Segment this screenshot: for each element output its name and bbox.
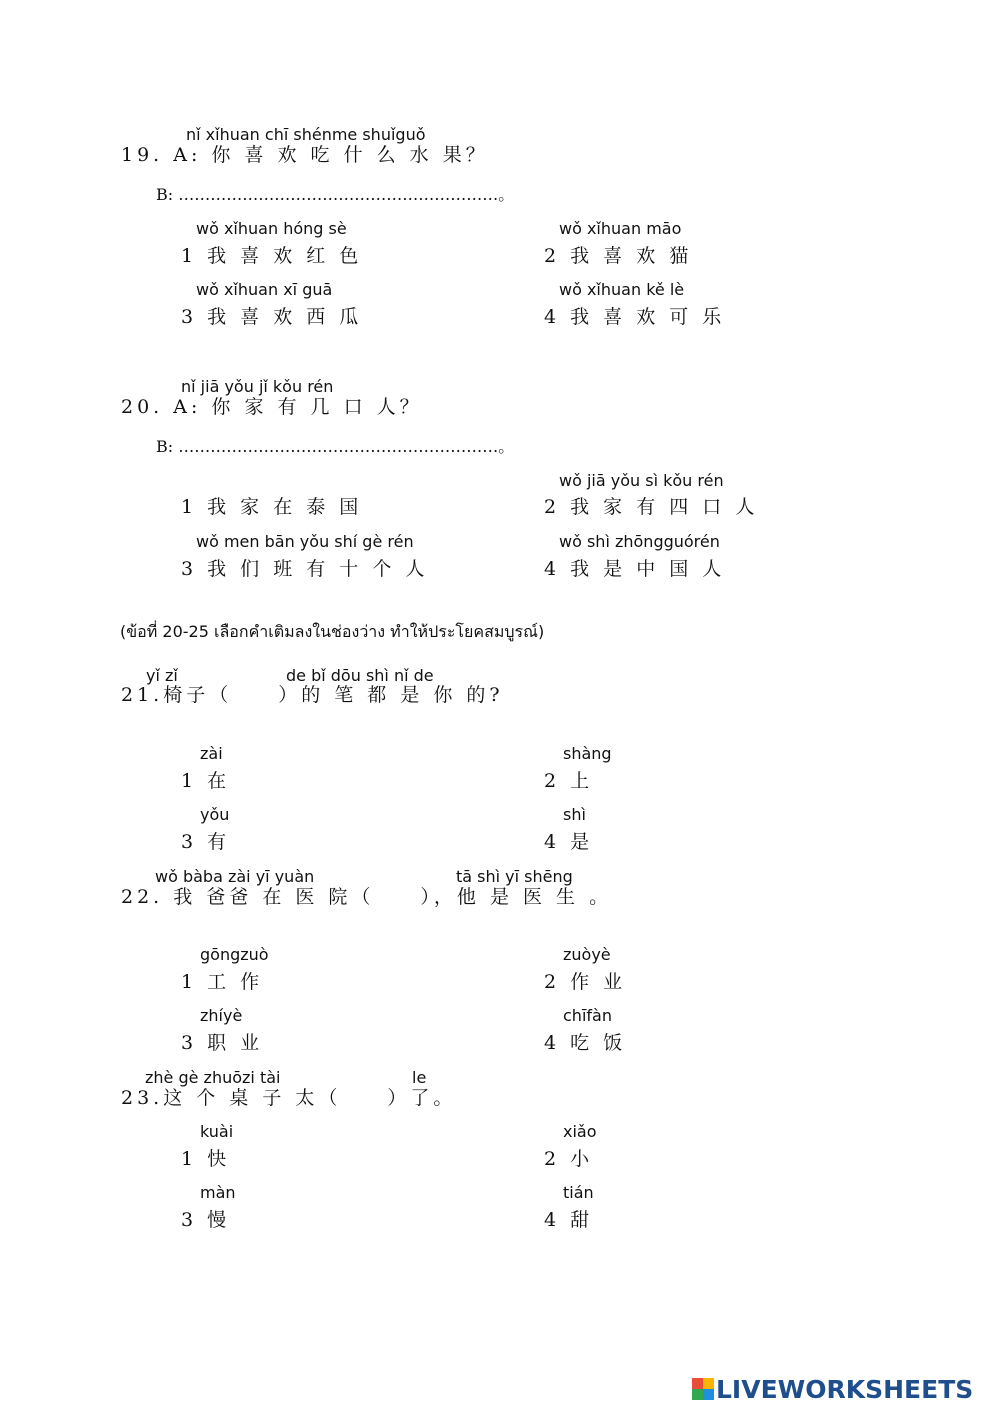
q19-option-2[interactable]: 2 我 喜 欢 猫: [544, 245, 693, 267]
q21-option-1-pinyin: zài: [200, 744, 223, 763]
q21-option-3[interactable]: 3 有: [181, 831, 231, 853]
q23-option-3[interactable]: 3 慢: [181, 1209, 231, 1231]
q23-pinyin-a: zhè gè zhuōzi tài: [145, 1068, 281, 1087]
q22-option-1-pinyin: gōngzuò: [200, 945, 269, 964]
q21-option-2-pinyin: shàng: [563, 744, 612, 763]
q22-pinyin-a: wǒ bàba zài yī yuàn: [155, 867, 315, 886]
q23-option-1[interactable]: 1 快: [181, 1148, 231, 1170]
q23-sentence: 23.这 个 桌 子 太（ ）了。: [121, 1087, 457, 1109]
q23-pinyin-b: le: [412, 1068, 427, 1087]
q22-option-1[interactable]: 1 工 作: [181, 971, 264, 993]
q22-sentence: 22. 我 爸爸 在 医 院（ ），他 是 医 生 。: [121, 886, 613, 908]
q23-option-1-pinyin: kuài: [200, 1122, 234, 1141]
q19-option-4[interactable]: 4 我 喜 欢 可 乐: [544, 306, 726, 328]
q20-answer-line[interactable]: B: ……………………………………………………。: [156, 437, 515, 456]
q22-option-4[interactable]: 4 吃 饭: [544, 1032, 627, 1054]
q21-option-4-pinyin: shì: [563, 805, 586, 824]
q20-pinyin: nǐ jiā yǒu jǐ kǒu rén: [181, 377, 334, 396]
q19-pinyin: nǐ xǐhuan chī shénme shuǐguǒ: [186, 125, 426, 144]
q19-question: 19. A: 你 喜 欢 吃 什 么 水 果？: [121, 144, 489, 166]
q20-option-1[interactable]: 1 我 家 在 泰 国: [181, 496, 363, 518]
q19-option-2-pinyin: wǒ xǐhuan māo: [559, 219, 682, 238]
q20-question: 20. A: 你 家 有 几 口 人？: [121, 396, 423, 418]
q19-option-3[interactable]: 3 我 喜 欢 西 瓜: [181, 306, 363, 328]
liveworksheets-logo-text: LIVEWORKSHEETS: [716, 1374, 974, 1404]
q22-pinyin-b: tā shì yī shēng: [456, 867, 573, 886]
q20-option-2-pinyin: wǒ jiā yǒu sì kǒu rén: [559, 471, 724, 490]
q20-option-3[interactable]: 3 我 们 班 有 十 个 人: [181, 558, 429, 580]
liveworksheets-logo: [692, 1374, 973, 1404]
q23-option-2[interactable]: 2 小: [544, 1148, 594, 1170]
q21-option-4[interactable]: 4 是: [544, 831, 594, 853]
q21-sentence: 21.椅子（ ）的 笔 都 是 你 的?: [121, 684, 504, 706]
q21-option-2[interactable]: 2 上: [544, 770, 594, 792]
q22-option-3-pinyin: zhíyè: [200, 1006, 243, 1025]
q20-option-4-pinyin: wǒ shì zhōngguórén: [559, 532, 720, 551]
q23-option-3-pinyin: màn: [200, 1183, 236, 1202]
instruction-text: (ข้อที่ 20-25 เลือกคำเติมลงในช่องว่าง ทำให้ประโยคสมบูรณ์): [120, 622, 545, 641]
q19-option-4-pinyin: wǒ xǐhuan kě lè: [559, 280, 685, 299]
q21-pinyin-b: de bǐ dōu shì nǐ de: [286, 666, 434, 685]
q23-option-2-pinyin: xiǎo: [563, 1122, 597, 1141]
q23-option-4-pinyin: tián: [563, 1183, 594, 1202]
q20-option-4[interactable]: 4 我 是 中 国 人: [544, 558, 726, 580]
q19-answer-line[interactable]: B: ……………………………………………………。: [156, 185, 515, 204]
q21-option-3-pinyin: yǒu: [200, 805, 230, 824]
q22-option-2-pinyin: zuòyè: [563, 945, 611, 964]
q23-option-4[interactable]: 4 甜: [544, 1209, 594, 1231]
q22-option-2[interactable]: 2 作 业: [544, 971, 627, 993]
q21-option-1[interactable]: 1 在: [181, 770, 231, 792]
q20-option-3-pinyin: wǒ men bān yǒu shí gè rén: [196, 532, 414, 551]
q21-pinyin-a: yǐ zǐ: [146, 666, 178, 685]
q19-option-1[interactable]: 1 我 喜 欢 红 色: [181, 245, 363, 267]
q19-option-3-pinyin: wǒ xǐhuan xī guā: [196, 280, 333, 299]
q19-option-1-pinyin: wǒ xǐhuan hóng sè: [196, 219, 347, 238]
q20-option-2[interactable]: 2 我 家 有 四 口 人: [544, 496, 759, 518]
q22-option-4-pinyin: chīfàn: [563, 1006, 612, 1025]
liveworksheets-logo-icon: [692, 1378, 714, 1400]
q22-option-3[interactable]: 3 职 业: [181, 1032, 264, 1054]
